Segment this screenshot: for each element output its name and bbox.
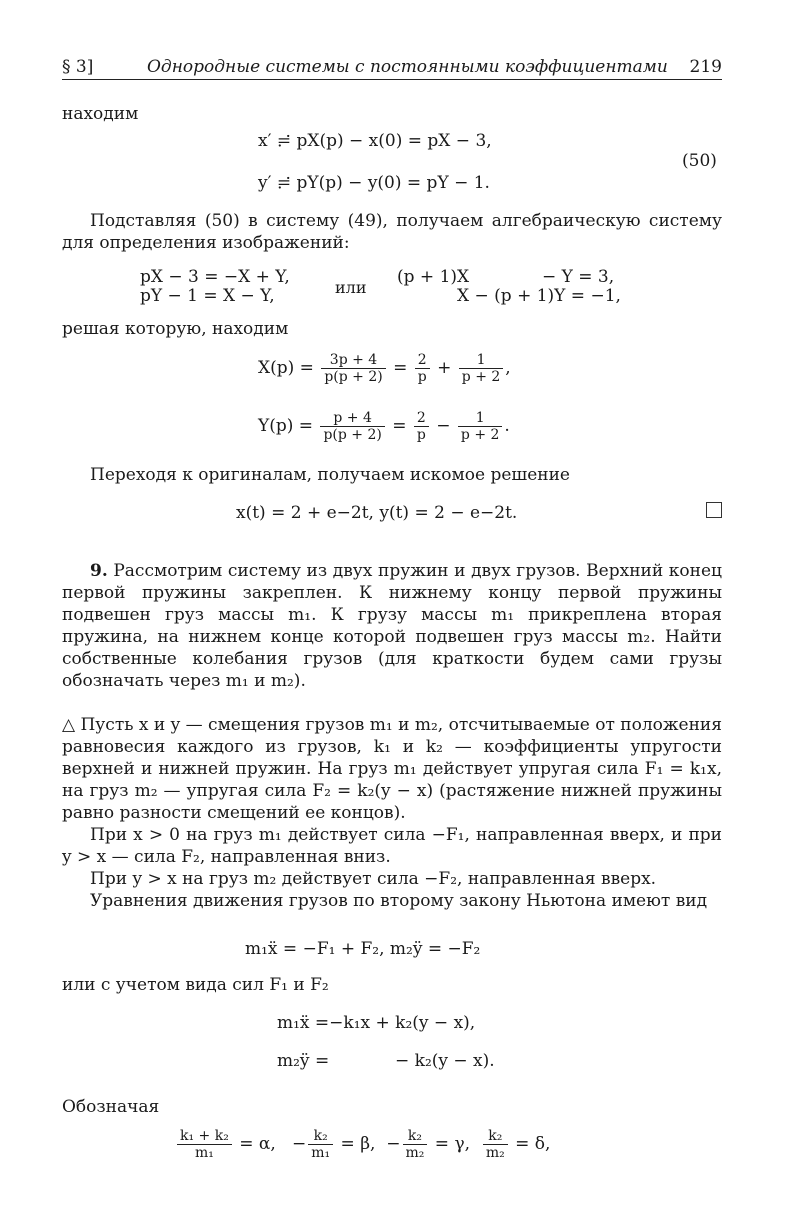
Y-f3-den: p + 2	[460, 427, 500, 443]
def4-num: k₂	[483, 1128, 508, 1145]
Y-lhs: Y(p) =	[258, 416, 314, 436]
def3-den: m₂	[405, 1145, 425, 1161]
def3-minus: −	[386, 1134, 401, 1154]
def3-num: k₂	[403, 1128, 428, 1145]
def2-den: m₁	[311, 1145, 331, 1161]
chapter-title: Однородные системы с постоянными коэффициентами	[147, 57, 668, 77]
page-number: 219	[689, 57, 722, 77]
text-to-originals: Переходя к оригиналам, получаем искомое решение	[90, 465, 570, 485]
def4-fraction	[483, 1128, 508, 1161]
def2-num: k₂	[308, 1128, 333, 1145]
Y-fraction-3	[458, 410, 503, 443]
def1-num: k₁ + k₂	[177, 1128, 232, 1145]
paragraph-solution-start: △ Пусть x и y — смещения грузов m₁ и m₂, отсчитываемые от положения равновесия каждого из грузов, k₁ и k₂ — коэффициенты упругости верхней и нижней пружин. На груз m₁ действует упругая сила F₁ = k₁x, на груз m₂ — упругая сила F₂ = k₂(y − x) (растяжение нижней пружины равно разности смещений ее концов).	[62, 715, 722, 823]
running-header	[62, 55, 722, 80]
paragraph-newton: Уравнения движения грузов по второму закону Ньютона имеют вид	[90, 891, 708, 911]
def1-den: m₁	[194, 1145, 214, 1161]
X-f2-num: 2	[415, 352, 430, 369]
X-f2-den: p	[417, 369, 427, 385]
problem-9	[62, 560, 722, 692]
equation-system-line1: m₁ẍ =−k₁x + k₂(y − x),	[277, 1013, 476, 1033]
section-number: § 3]	[62, 57, 94, 77]
def4-rhs: = δ,	[515, 1134, 551, 1154]
equation-system-line2-rhs: − k₂(y − x).	[395, 1051, 495, 1071]
paragraph-substitute: Подставляя (50) в систему (49), получаем алгебраическую систему для определения изображений:	[62, 211, 722, 253]
def3-rhs: = γ,	[434, 1134, 471, 1154]
equation-system-line2-lhs: m₂ÿ =	[277, 1051, 330, 1071]
X-f3-den: p + 2	[461, 369, 501, 385]
problem-number: 9.	[90, 561, 108, 581]
text-solving: решая которую, находим	[62, 319, 289, 339]
system-left-line2: pY − 1 = X − Y,	[140, 286, 275, 306]
X-fraction-2	[415, 352, 430, 385]
X-eq: =	[393, 358, 408, 378]
def2-fraction	[308, 1128, 333, 1161]
Y-minus: −	[436, 416, 451, 436]
Y-fraction-2	[414, 410, 429, 443]
paragraph-x-positive: При x > 0 на груз m₁ действует сила −F₁, направленная вверх, и при y > x — сила F₂, направленная вниз.	[62, 825, 722, 867]
system-right-line2: X − (p + 1)Y = −1,	[457, 286, 621, 306]
Y-f1-num: p + 4	[320, 410, 384, 427]
final-solution: x(t) = 2 + e−2t, y(t) = 2 − e−2t.	[236, 503, 518, 523]
equation-X	[258, 352, 511, 385]
equation-50-line2: y′ ≓ pY(p) − y(0) = pY − 1.	[258, 173, 490, 193]
definitions	[175, 1128, 550, 1161]
system-right-line1-b: − Y = 3,	[542, 267, 615, 287]
X-end: ,	[505, 358, 511, 378]
def2-minus: −	[292, 1134, 307, 1154]
X-lhs: X(p) =	[258, 358, 314, 378]
Y-f3-num: 1	[458, 410, 503, 427]
equation-motion: m₁ẍ = −F₁ + F₂, m₂ÿ = −F₂	[245, 939, 481, 959]
Y-f2-den: p	[416, 427, 426, 443]
qed-square-icon	[706, 502, 722, 518]
system-right-line1-a: (p + 1)X	[397, 267, 470, 287]
X-f3-num: 1	[459, 352, 504, 369]
Y-f1-den: p(p + 2)	[323, 427, 382, 443]
X-f1-den: p(p + 2)	[324, 369, 383, 385]
def3-fraction	[403, 1128, 428, 1161]
word-or: или	[335, 278, 367, 297]
text-nakhodim: находим	[62, 104, 139, 124]
equation-label-50: (50)	[682, 151, 717, 171]
Y-end: .	[504, 416, 510, 436]
def1-rhs: = α,	[239, 1134, 276, 1154]
def1-fraction	[177, 1128, 232, 1161]
equation-50-line1: x′ ≓ pX(p) − x(0) = pX − 3,	[258, 131, 492, 151]
paragraph-y-greater-x: При y > x на груз m₂ действует сила −F₂, направленная вверх.	[90, 869, 657, 889]
X-fraction-3	[459, 352, 504, 385]
def4-den: m₂	[485, 1145, 505, 1161]
def2-rhs: = β,	[340, 1134, 376, 1154]
text-denoting: Обозначая	[62, 1097, 160, 1117]
Y-fraction-1	[320, 410, 384, 443]
text-forces: или с учетом вида сил F₁ и F₂	[62, 975, 329, 995]
X-plus: +	[437, 358, 452, 378]
Y-f2-num: 2	[414, 410, 429, 427]
X-f1-num: 3p + 4	[321, 352, 385, 369]
problem-statement: Рассмотрим систему из двух пружин и двух грузов. Верхний конец первой пружины закреплен. К нижнему концу первой пружины подвешен груз массы m₁. К грузу массы m₁ прикреплена вторая пружина, на нижнем конце которой подвешен груз массы m₂. Найти собственные колебания грузов (для краткости будем сами грузы обозначать через m₁ и m₂).	[62, 561, 722, 691]
Y-eq: =	[392, 416, 407, 436]
system-left-line1: pX − 3 = −X + Y,	[140, 267, 290, 287]
equation-Y	[258, 410, 510, 443]
X-fraction-1	[321, 352, 385, 385]
